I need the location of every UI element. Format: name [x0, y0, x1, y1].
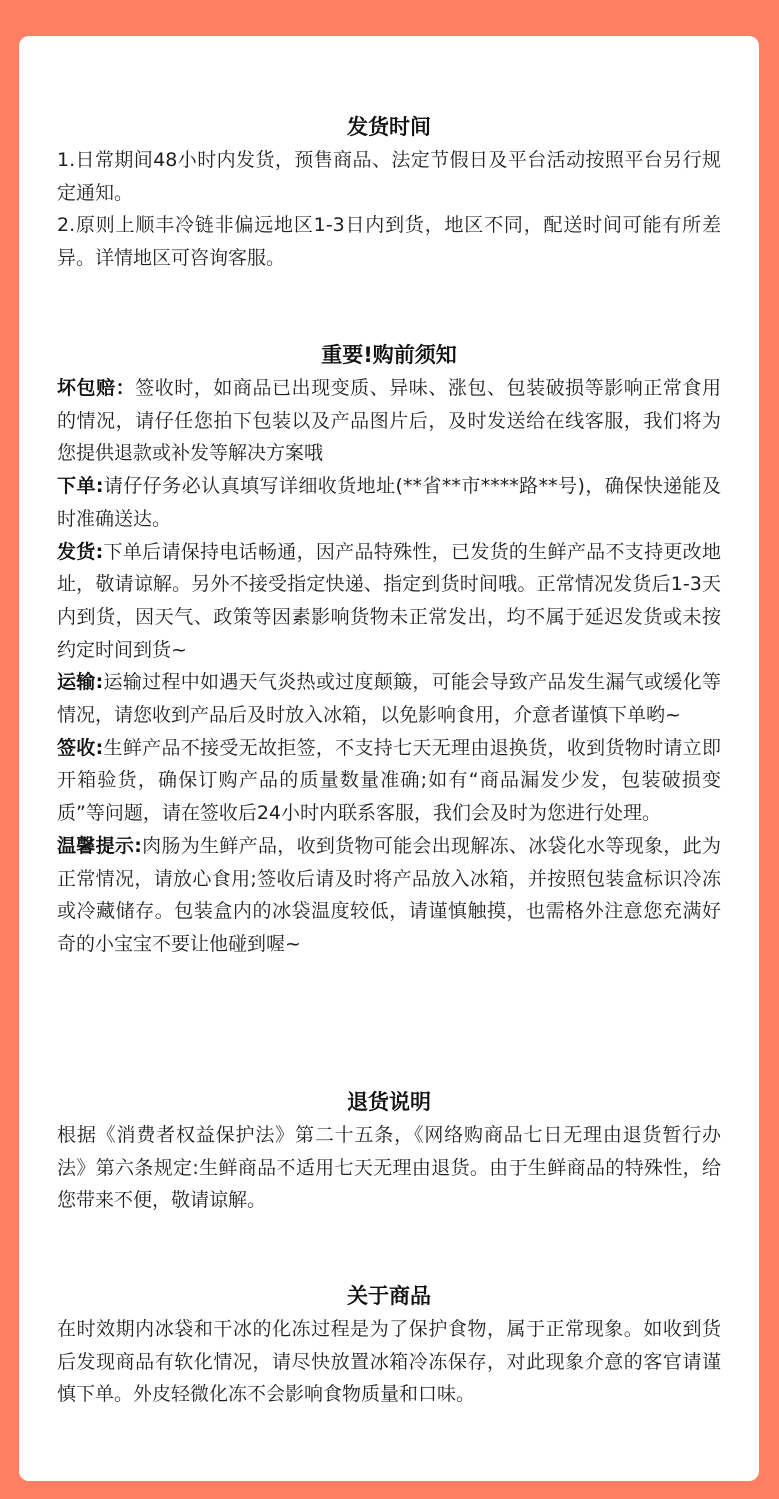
notice-text: 运输过程中如遇天气炎热或过度颠簸，可能会导致产品发生漏气或缓化等情况，请您收到产品后及时放入冰箱，以免影响食用，介意者谨慎下单哟~	[57, 671, 721, 727]
purchase-notice-section	[57, 340, 721, 961]
about-product-section	[57, 1281, 721, 1411]
notice-item-order	[57, 470, 721, 535]
shipping-time-section	[57, 112, 721, 275]
shipping-item: 2.原则上顺丰冷链非偏远地区1-3日内到货，地区不同，配送时间可能有所差异。详情地区可咨询客服。	[57, 214, 721, 270]
notice-text: 肉肠为生鲜产品，收到货物可能会出现解冻、冰袋化水等现象，此为正常情况，请放心食用;签收后请及时将产品放入冰箱，并按照包装盒标识冷冻或冷藏储存。包装盒内的冰袋温度较低，请谨慎触摸，也需格外注意您充满好奇的小宝宝不要让他碰到喔~	[57, 834, 721, 955]
notice-item-tips	[57, 830, 721, 961]
notice-label: 发货:	[57, 540, 104, 563]
notice-text: 签收时，如商品已出现变质、异味、涨包、包装破损等影响正常食用的情况，请仔任您拍下包装以及产品图片后，及时发送给在线客服，我们将为您提供退款或补发等解决方案哦	[57, 377, 721, 465]
notice-label: 坏包赔：	[57, 377, 136, 399]
return-policy-title: 退货说明	[347, 1090, 431, 1114]
notice-text: 请仔仔务必认真填写详细收货地址(**省**市****路**号)，确保快递能及时准确送达。	[57, 475, 721, 530]
about-product-text: 在时效期内冰袋和干冰的化冻过程是为了保护食物，属于正常现象。如收到货后发现商品有软化情况，请尽快放置冰箱冷冻保存，对此现象介意的客官请谨慎下单。外皮轻微化冻不会影响食物质量和口味。	[57, 1318, 721, 1406]
shipping-time-title: 发货时间	[347, 115, 431, 139]
notice-item-shipping	[57, 536, 721, 667]
return-policy-section	[57, 1087, 721, 1217]
notice-label: 运输:	[57, 671, 104, 694]
notice-item-damage	[57, 372, 721, 470]
info-card	[19, 36, 759, 1481]
notice-text: 下单后请保持电话畅通，因产品特殊性，已发货的生鲜产品不支持更改地址，敬请谅解。另外不接受指定快递、指定到货时间哦。正常情况发货后1-3天内到货，因天气、政策等因素影响货物未正常发出，均不属于延迟发货或未按约定时间到货~	[57, 540, 721, 661]
notice-label: 温馨提示:	[57, 834, 142, 857]
notice-item-receipt	[57, 732, 721, 830]
shipping-item: 1.日常期间48小时内发货，预售商品、法定节假日及平台活动按照平台另行规定通知。	[57, 149, 721, 204]
about-product-title: 关于商品	[347, 1284, 431, 1308]
notice-text: 生鲜产品不接受无故拒签，不支持七天无理由退换货，收到货物时请立即开箱验货，确保订购产品的质量数量准确;如有“商品漏发少发，包装破损变质”等问题，请在签收后24小时内联系客服，我们会及时为您进行处理。	[57, 736, 721, 825]
purchase-notice-title: 重要!购前须知	[321, 343, 457, 367]
notice-label: 签收:	[57, 736, 104, 759]
notice-label: 下单:	[57, 475, 104, 498]
return-policy-text: 根据《消费者权益保护法》第二十五条，《网络购商品七日无理由退货暂行办法》第六条规定:生鲜商品不适用七天无理由退货。由于生鲜商品的特殊性，给您带来不便，敬请谅解。	[57, 1124, 721, 1212]
notice-item-transport	[57, 666, 721, 731]
